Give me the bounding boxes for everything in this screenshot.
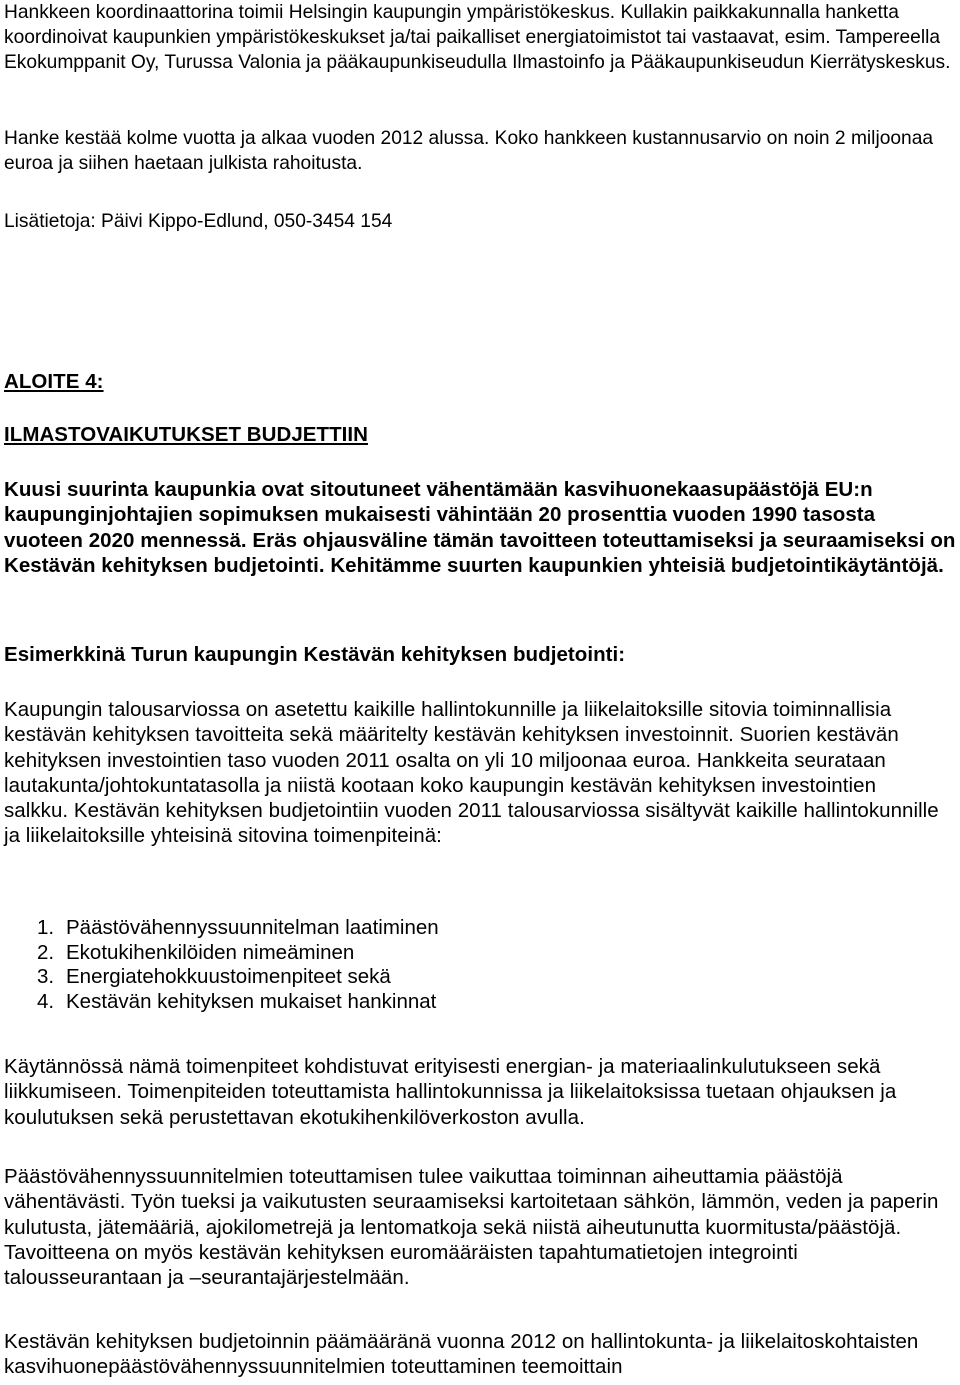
initiative-title: ILMASTOVAIKUTUKSET BUDJETTIIN	[4, 423, 369, 446]
emission-plan-paragraph: Päästövähennyssuunnitelmien toteuttamisen tulee vaikuttaa toiminnan aiheuttamia päästöjä vähentävästi. Työn tueksi ja vaikutusten seuraamiseksi kartoitetaan sähkön, lämmön, veden ja paperin kulutusta, jätemääriä, ajokilometrejä ja lentomatkoja sekä niistä aiheutunutta kuormitusta/päästöjä. Tavoitteena on myös kestävän kehityksen euromääräisten tapahtumatietojen integrointi talousseurantaan ja –seurantajärjestelmään.	[4, 1165, 939, 1290]
initiative-summary: Kuusi suurinta kaupunkia ovat sitoutuneet vähentämään kasvihuonekaasupäästöjä EU:n kaupunginjohtajien sopimuksen mukaisesti vähintään 20 prosenttia vuoden 1990 tasosta vuoteen 2020 mennessä. Eräs ohjausväline tämän tavoitteen toteuttamiseksi ja seuraamiseksi on Kestävän kehityksen budjetointi. Kehitämme suurten kaupunkien yhteisiä budjetointikäytäntöjä.	[4, 478, 956, 577]
list-item-text: Ekotukihenkilöiden nimeäminen	[66, 940, 355, 964]
list-item-number: 2.	[37, 940, 55, 964]
contact-line: Lisätietoja: Päivi Kippo-Edlund, 050-3454 154	[4, 211, 393, 232]
list-item-text: Kestävän kehityksen mukaiset hankinnat	[66, 989, 437, 1013]
intro-paragraph-schedule: Hanke kestää kolme vuotta ja alkaa vuoden 2012 alussa. Koko hankkeen kustannusarvio on noin 2 miljoonaa euroa ja siihen haetaan julkista rahoitusta.	[4, 128, 934, 174]
list-item-text: Energiatehokkuustoimenpiteet sekä	[66, 965, 391, 989]
goal-paragraph: Kestävän kehityksen budjetoinnin päämääränä vuonna 2012 on hallintokunta- ja liikelaitoskohtaisten kasvihuonepäästövähennyssuunnitelmien toteuttaminen teemoittain	[4, 1330, 919, 1379]
list-item-number: 1.	[37, 916, 55, 939]
list-item-text: Päästövähennyssuunnitelman laatiminen	[66, 916, 439, 939]
list-item	[4, 965, 439, 990]
initiative-label: ALOITE 4:	[4, 370, 104, 393]
example-heading: Esimerkkinä Turun kaupungin Kestävän kehityksen budjetointi:	[4, 643, 626, 666]
list-item	[4, 990, 439, 1015]
practice-paragraph: Käytännössä nämä toimenpiteet kohdistuvat erityisesti energian- ja materiaalinkulutukseen sekä liikkumiseen. Toimenpiteiden toteuttamista hallintokunnissa ja liikelaitoksissa tuetaan ohjauksen ja koulutuksen sekä perustettavan ekotukihenkilöverkoston avulla.	[4, 1055, 897, 1129]
list-item-number: 3.	[37, 965, 55, 989]
list-item-number: 4.	[37, 989, 55, 1013]
list-item	[4, 941, 439, 966]
list-item	[4, 916, 439, 941]
measures-list	[4, 916, 439, 1014]
intro-paragraph-coordination: Hankkeen koordinaattorina toimii Helsingin kaupungin ympäristökeskus. Kullakin paikkakunnalla hanketta koordinoivat kaupunkien ympäristökeskukset ja/tai paikalliset energiatoimistot tai vastaavat, esim. Tampereella Ekokumppanit Oy, Turussa Valonia ja pääkaupunkiseudulla Ilmastoinfo ja Pääkaupunkiseudun Kierrätyskeskus.	[4, 2, 951, 73]
example-paragraph: Kaupungin talousarviossa on asetettu kaikille hallintokunnille ja liikelaitoksille sitovia toiminnallisia kestävän kehityksen tavoitteita sekä määritelty kestävän kehityksen investoinnit. Suorien kestävän kehityksen investointien taso vuoden 2011 osalta on yli 10 miljoonaa euroa. Hankkeita seurataan lautakunta/johtokuntatasolla ja niistä kootaan koko kaupungin kestävän kehityksen investointien salkku. Kestävän kehityksen budjetointiin vuoden 2011 talousarviossa sisältyvät kaikille hallintokunnille ja liikelaitoksille yhteisinä sitovina toimenpiteinä:	[4, 698, 939, 848]
